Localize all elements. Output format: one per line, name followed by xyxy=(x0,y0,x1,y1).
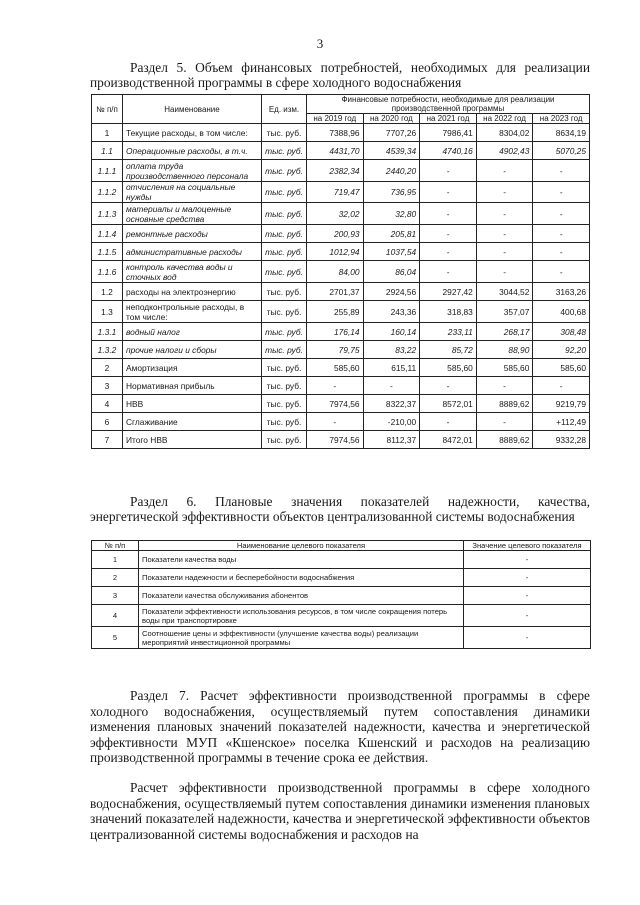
row-unit: тыс. руб. xyxy=(262,341,307,359)
row-value: - xyxy=(476,182,533,203)
row-name: контроль качества воды и сточных вод xyxy=(123,261,262,283)
row-value: 318,83 xyxy=(420,301,477,323)
row-number: 1.1.3 xyxy=(92,203,123,225)
row-value: 5070,25 xyxy=(533,142,590,160)
row-value: - xyxy=(476,160,533,182)
row-value: 86,04 xyxy=(363,261,420,283)
row-number: 1 xyxy=(92,124,123,142)
row-unit: тыс. руб. xyxy=(262,395,307,413)
row-value: 585,60 xyxy=(420,359,477,377)
financial-needs-table xyxy=(91,94,590,449)
row-value: 8889,62 xyxy=(476,395,533,413)
target-indicators-table xyxy=(91,540,591,649)
row-value: - xyxy=(476,203,533,225)
row-value: 7986,41 xyxy=(420,124,477,142)
table-row xyxy=(92,182,590,203)
row-value: 2701,37 xyxy=(307,283,364,301)
row-value: - xyxy=(420,261,477,283)
row-value: 7388,96 xyxy=(307,124,364,142)
row-value: 2924,56 xyxy=(363,283,420,301)
row-name: прочие налоги и сборы xyxy=(123,341,262,359)
col-value-header: Значение целевого показателя xyxy=(464,541,591,551)
row-value: 32,02 xyxy=(307,203,364,225)
row-value: 308,48 xyxy=(533,323,590,341)
row-value: 176,14 xyxy=(307,323,364,341)
row-name: Сглаживание xyxy=(123,413,262,431)
row-indicator: Показатели надежности и бесперебойности водоснабжения xyxy=(139,569,464,587)
row-value: - xyxy=(420,225,477,243)
table-row xyxy=(92,551,591,569)
row-value: 32,80 xyxy=(363,203,420,225)
table-row xyxy=(92,377,590,395)
row-name: водный налог xyxy=(123,323,262,341)
row-value: 8634,19 xyxy=(533,124,590,142)
row-value: 83,22 xyxy=(363,341,420,359)
table-row xyxy=(92,203,590,225)
row-value: 8322,37 xyxy=(363,395,420,413)
row-value: 8572,01 xyxy=(420,395,477,413)
table-row xyxy=(92,142,590,160)
row-value: 8304,02 xyxy=(476,124,533,142)
row-value: +112,49 xyxy=(533,413,590,431)
row-name: ремонтные расходы xyxy=(123,225,262,243)
col-year-header: на 2021 год xyxy=(420,114,477,124)
row-value: - xyxy=(420,203,477,225)
row-value: 8112,37 xyxy=(363,431,420,449)
row-value: - xyxy=(476,377,533,395)
row-name: материалы и малоценные основные средства xyxy=(123,203,262,225)
table-row xyxy=(92,569,591,587)
row-value: 268,17 xyxy=(476,323,533,341)
row-unit: тыс. руб. xyxy=(262,182,307,203)
row-value: - xyxy=(420,243,477,261)
row-number: 1.1.1 xyxy=(92,160,123,182)
row-unit: тыс. руб. xyxy=(262,359,307,377)
row-value: - xyxy=(420,160,477,182)
row-unit: тыс. руб. xyxy=(262,413,307,431)
row-unit: тыс. руб. xyxy=(262,301,307,323)
row-value: 585,60 xyxy=(533,359,590,377)
row-value: - xyxy=(533,377,590,395)
row-value: - xyxy=(476,225,533,243)
row-name: НВВ xyxy=(123,395,262,413)
table-row xyxy=(92,323,590,341)
row-unit: тыс. руб. xyxy=(262,124,307,142)
row-number: 1.3 xyxy=(92,301,123,323)
row-number: 1.1.2 xyxy=(92,182,123,203)
table-row xyxy=(92,160,590,182)
row-value: 233,11 xyxy=(420,323,477,341)
row-value: - xyxy=(533,160,590,182)
row-name: Итого НВВ xyxy=(123,431,262,449)
row-value: - xyxy=(476,413,533,431)
row-number: 4 xyxy=(92,395,123,413)
row-value: - xyxy=(533,225,590,243)
row-value: 2927,42 xyxy=(420,283,477,301)
col-name-header: Наименование xyxy=(123,95,262,124)
row-value: 243,36 xyxy=(363,301,420,323)
row-value: 205,81 xyxy=(363,225,420,243)
row-value: -210,00 xyxy=(363,413,420,431)
section5-heading: Раздел 5. Объем финансовых потребностей, необходимых для реализации производственной программы в сфере холодного водоснабжения xyxy=(90,60,590,90)
col-year-header: на 2019 год xyxy=(307,114,364,124)
table-row xyxy=(92,261,590,283)
row-value: - xyxy=(464,627,591,649)
row-value: - xyxy=(533,261,590,283)
row-value: 7707,26 xyxy=(363,124,420,142)
row-value: - xyxy=(464,587,591,605)
row-number: 1.3.2 xyxy=(92,341,123,359)
row-unit: тыс. руб. xyxy=(262,243,307,261)
row-value: - xyxy=(420,377,477,395)
row-name: отчисления на социальные нужды xyxy=(123,182,262,203)
row-name: Операционные расходы, в т.ч. xyxy=(123,142,262,160)
row-unit: тыс. руб. xyxy=(262,377,307,395)
row-number: 1 xyxy=(92,551,139,569)
row-value: 3044,52 xyxy=(476,283,533,301)
row-number: 1.1 xyxy=(92,142,123,160)
row-value: 719,47 xyxy=(307,182,364,203)
col-indicator-header: Наименование целевого показателя xyxy=(139,541,464,551)
row-value: - xyxy=(533,203,590,225)
row-value: - xyxy=(464,569,591,587)
row-value: - xyxy=(464,551,591,569)
row-unit: тыс. руб. xyxy=(262,160,307,182)
row-value: 79,75 xyxy=(307,341,364,359)
row-unit: тыс. руб. xyxy=(262,283,307,301)
row-number: 1.2 xyxy=(92,283,123,301)
row-name: Нормативная прибыль xyxy=(123,377,262,395)
row-number: 1.1.6 xyxy=(92,261,123,283)
row-name: Амортизация xyxy=(123,359,262,377)
row-name: административные расходы xyxy=(123,243,262,261)
row-value: 585,60 xyxy=(476,359,533,377)
row-unit: тыс. руб. xyxy=(262,225,307,243)
row-number: 7 xyxy=(92,431,123,449)
section6-heading: Раздел 6. Плановые значения показателей надежности, качества, энергетической эффективности объектов централизованной системы водоснабжения xyxy=(90,494,590,524)
row-number: 4 xyxy=(92,605,139,627)
table-row xyxy=(92,301,590,323)
row-value: 8889,62 xyxy=(476,431,533,449)
row-value: 7974,56 xyxy=(307,395,364,413)
table-row xyxy=(92,587,591,605)
col-num-header: № п/п xyxy=(92,541,139,551)
table-row xyxy=(92,243,590,261)
col-group-header: Финансовые потребности, необходимые для реализации производственной программы xyxy=(307,95,590,114)
row-value: 615,11 xyxy=(363,359,420,377)
row-number: 3 xyxy=(92,587,139,605)
table-row xyxy=(92,124,590,142)
row-value: 7974,56 xyxy=(307,431,364,449)
row-value: - xyxy=(307,413,364,431)
row-number: 3 xyxy=(92,377,123,395)
row-value: 160,14 xyxy=(363,323,420,341)
row-value: 92,20 xyxy=(533,341,590,359)
row-value: 585,60 xyxy=(307,359,364,377)
row-value: 2382,34 xyxy=(307,160,364,182)
row-value: - xyxy=(533,182,590,203)
col-year-header: на 2022 год xyxy=(476,114,533,124)
col-num-header: № п/п xyxy=(92,95,123,124)
row-value: - xyxy=(363,377,420,395)
row-unit: тыс. руб. xyxy=(262,203,307,225)
table-row xyxy=(92,395,590,413)
row-indicator: Соотношение цены и эффективности (улучшение качества воды) реализации мероприятий инвестиционной программы xyxy=(139,627,464,649)
row-value: 4902,43 xyxy=(476,142,533,160)
section7-paragraph-2: Расчет эффективности производственной программы в сфере холодного водоснабжения, осуществляемый путем сопоставления динамики изменения плановых значений показателей надежности, качества и энергетической эффективности объектов централизованной системы водоснабжения и расходов на xyxy=(90,780,590,842)
table-row xyxy=(92,225,590,243)
row-value: 400,68 xyxy=(533,301,590,323)
row-value: 255,89 xyxy=(307,301,364,323)
row-name: оплата труда производственного персонала xyxy=(123,160,262,182)
row-indicator: Показатели качества воды xyxy=(139,551,464,569)
row-value: 9219,79 xyxy=(533,395,590,413)
table-row xyxy=(92,341,590,359)
row-value: 357,07 xyxy=(476,301,533,323)
table-row xyxy=(92,283,590,301)
row-value: 200,93 xyxy=(307,225,364,243)
row-value: - xyxy=(307,377,364,395)
row-value: 3163,26 xyxy=(533,283,590,301)
row-unit: тыс. руб. xyxy=(262,431,307,449)
col-unit-header: Ед. изм. xyxy=(262,95,307,124)
section7-paragraph: Раздел 7. Расчет эффективности производственной программы в сфере холодного водоснабжения, осуществляемый путем сопоставления динамики изменения плановых значений показателей надежности, качества и энергетической эффективности МУП «Кшенское» поселка Кшенский и расходов на реализацию производственной программы в течение срока ее действия. xyxy=(90,688,590,765)
row-indicator: Показатели эффективности использования ресурсов, в том числе сокращения потерь воды при транспортировке xyxy=(139,605,464,627)
row-indicator: Показатели качества обслуживания абонентов xyxy=(139,587,464,605)
row-value: 1037,54 xyxy=(363,243,420,261)
row-value: - xyxy=(476,261,533,283)
row-unit: тыс. руб. xyxy=(262,323,307,341)
row-name: неподконтрольные расходы, в том числе: xyxy=(123,301,262,323)
row-value: 8472,01 xyxy=(420,431,477,449)
row-value: 4539,34 xyxy=(363,142,420,160)
row-number: 1.3.1 xyxy=(92,323,123,341)
row-number: 2 xyxy=(92,569,139,587)
row-value: - xyxy=(420,182,477,203)
row-unit: тыс. руб. xyxy=(262,142,307,160)
row-number: 6 xyxy=(92,413,123,431)
table-row xyxy=(92,605,591,627)
table-row xyxy=(92,431,590,449)
row-value: 2440,20 xyxy=(363,160,420,182)
row-value: - xyxy=(476,243,533,261)
table-row xyxy=(92,413,590,431)
col-year-header: на 2023 год xyxy=(533,114,590,124)
page-number: 3 xyxy=(316,36,324,51)
row-unit: тыс. руб. xyxy=(262,261,307,283)
row-value: 88,90 xyxy=(476,341,533,359)
row-value: 9332,28 xyxy=(533,431,590,449)
row-value: 4740,16 xyxy=(420,142,477,160)
row-value: - xyxy=(420,413,477,431)
row-value: 84,00 xyxy=(307,261,364,283)
table-row xyxy=(92,627,591,649)
row-number: 2 xyxy=(92,359,123,377)
row-name: расходы на электроэнергию xyxy=(123,283,262,301)
row-name: Текущие расходы, в том числе: xyxy=(123,124,262,142)
row-value: - xyxy=(464,605,591,627)
row-value: 736,95 xyxy=(363,182,420,203)
row-value: 1012,94 xyxy=(307,243,364,261)
row-value: 85,72 xyxy=(420,341,477,359)
row-number: 5 xyxy=(92,627,139,649)
row-value: 4431,70 xyxy=(307,142,364,160)
row-value: - xyxy=(533,243,590,261)
row-number: 1.1.5 xyxy=(92,243,123,261)
col-year-header: на 2020 год xyxy=(363,114,420,124)
table-row xyxy=(92,359,590,377)
row-number: 1.1.4 xyxy=(92,225,123,243)
